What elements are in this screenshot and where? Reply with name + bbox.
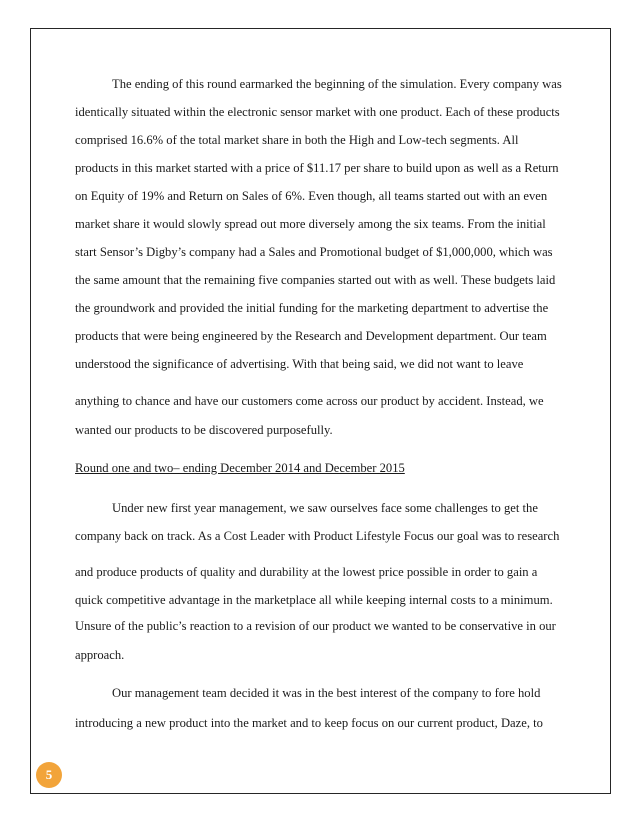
paragraph-1-line: market share it would slowly spread out more diversely among the six teams. From the initial <box>75 217 546 231</box>
paragraph-1-line: on Equity of 19% and Return on Sales of 6%. Even though, all teams started out with an even <box>75 189 548 203</box>
paragraph-2-line: and produce products of quality and durability at the lowest price possible in order to gain a <box>75 565 538 579</box>
paragraph-1-line: The ending of this round earmarked the beginning of the simulation. Every company was <box>112 77 562 91</box>
paragraph-1-line: comprised 16.6% of the total market share in both the High and Low-tech segments. All <box>75 133 519 147</box>
paragraph-1-line: understood the significance of advertising. With that being said, we did not want to leave <box>75 357 524 371</box>
paragraph-1-line: products in this market started with a price of $11.17 per share to build upon as well as a Return <box>75 161 559 175</box>
paragraph-2-line: Unsure of the public’s reaction to a revision of our product we wanted to be conservative in our <box>75 619 556 633</box>
section-heading: Round one and two– ending December 2014 and December 2015 <box>75 461 405 475</box>
paragraph-1-line: anything to chance and have our customers come across our product by accident. Instead, we <box>75 394 544 408</box>
paragraph-2-line: company back on track. As a Cost Leader with Product Lifestyle Focus our goal was to research <box>75 529 560 543</box>
paragraph-3-line: introducing a new product into the market and to keep focus on our current product, Daze, to <box>75 716 543 730</box>
paragraph-2-line: quick competitive advantage in the marketplace all while keeping internal costs to a minimum. <box>75 593 553 607</box>
page-number-badge: 5 <box>36 762 62 788</box>
paragraph-2-line: approach. <box>75 648 125 662</box>
paragraph-3-line: Our management team decided it was in the best interest of the company to fore hold <box>112 686 541 700</box>
paragraph-1-line: wanted our products to be discovered purposefully. <box>75 423 333 437</box>
paragraph-1-line: the same amount that the remaining five companies started out with as well. These budgets laid <box>75 273 556 287</box>
paragraph-2-line: Under new first year management, we saw ourselves face some challenges to get the <box>112 501 538 515</box>
paragraph-1-line: the groundwork and provided the initial funding for the marketing department to advertise the <box>75 301 549 315</box>
paragraph-1-line: products that were being engineered by the Research and Development department. Our team <box>75 329 547 343</box>
paragraph-1-line: start Sensor’s Digby’s company had a Sales and Promotional budget of $1,000,000, which was <box>75 245 553 259</box>
paragraph-1-line: identically situated within the electronic sensor market with one product. Each of these products <box>75 105 560 119</box>
